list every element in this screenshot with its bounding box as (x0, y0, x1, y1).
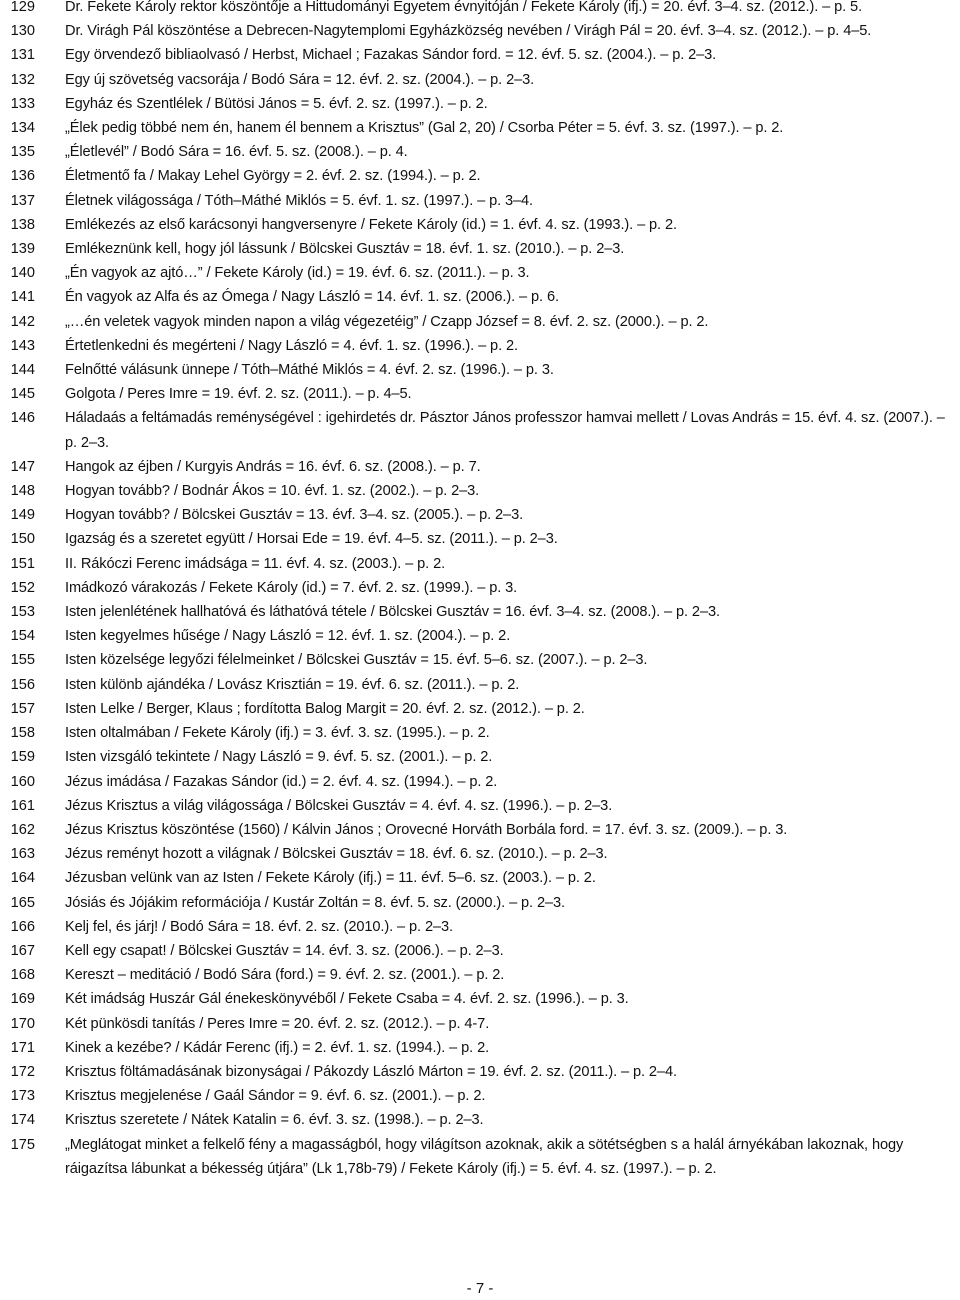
entry-text: Krisztus föltámadásának bizonyságai / Pákozdy László Márton = 19. évf. 2. sz. (2011.). – p. 2–4. (65, 1063, 677, 1080)
list-item (0, 1036, 960, 1060)
entry-number: 143 (10, 337, 35, 354)
entry-number: 153 (10, 604, 35, 621)
entry-number: 173 (10, 1088, 35, 1105)
entry-text: Jézus Krisztus köszöntése (1560) / Kálvin János ; Orovecné Horváth Borbála ford. = 17. évf. 3. sz. (2009.). – p. 3. (65, 821, 788, 838)
list-item (0, 794, 960, 818)
list-item (0, 745, 960, 769)
entry-text: Emlékeznünk kell, hogy jól lássunk / Bölcskei Gusztáv = 18. évf. 1. sz. (2010.). – p. 2–3. (65, 241, 625, 258)
entry-number: 130 (10, 23, 35, 40)
list-item (0, 987, 960, 1011)
entry-number: 138 (10, 216, 35, 233)
list-item (0, 770, 960, 794)
entry-text: Isten közelsége legyőzi félelmeinket / Bölcskei Gusztáv = 15. évf. 5–6. sz. (2007.). – p. 2–3. (65, 652, 648, 669)
entry-text: Háladaás a feltámadás reménységével : igehirdetés dr. Pásztor János professzor hamvai mellett / Lovas András = 15. évf. 4. sz. (2007.). – p. 2–3. (65, 410, 945, 451)
entry-text: Igazság és a szeretet együtt / Horsai Ede = 19. évf. 4–5. sz. (2011.). – p. 2–3. (65, 531, 558, 548)
entry-text: Felnőtté válásunk ünnepe / Tóth–Máthé Miklós = 4. évf. 2. sz. (1996.). – p. 3. (65, 362, 554, 379)
list-item (0, 963, 960, 987)
entry-number: 134 (10, 120, 35, 137)
entry-number: 168 (10, 967, 35, 984)
entry-text: Hangok az éjben / Kurgyis András = 16. évf. 6. sz. (2008.). – p. 7. (65, 458, 481, 475)
entry-number: 159 (10, 749, 35, 766)
entry-number: 161 (10, 797, 35, 814)
entry-number: 164 (10, 870, 35, 887)
entry-number: 133 (10, 95, 35, 112)
entry-text: „…én veletek vagyok minden napon a világ végezetéig” / Czapp József = 8. évf. 2. sz. (2000.). – p. 2. (65, 313, 709, 330)
entry-number: 158 (10, 725, 35, 742)
entry-text: „Életlevél” / Bodó Sára = 16. évf. 5. sz. (2008.). – p. 4. (65, 144, 408, 161)
entry-text: Jézus reményt hozott a világnak / Bölcskei Gusztáv = 18. évf. 6. sz. (2010.). – p. 2–3. (65, 846, 608, 863)
list-item (0, 697, 960, 721)
list-item (0, 673, 960, 697)
entry-text: Két pünkösdi tanítás / Peres Imre = 20. évf. 2. sz. (2012.). – p. 4-7. (65, 1015, 490, 1032)
entry-number: 163 (10, 846, 35, 863)
entry-text: „Én vagyok az ajtó…” / Fekete Károly (id.) = 19. évf. 6. sz. (2011.). – p. 3. (65, 265, 530, 282)
entry-number: 174 (10, 1112, 35, 1129)
entry-text: Jézusban velünk van az Isten / Fekete Károly (ifj.) = 11. évf. 5–6. sz. (2003.). – p. 2. (65, 870, 596, 887)
entry-number: 167 (10, 942, 35, 959)
entry-number: 139 (10, 241, 35, 258)
list-item (0, 310, 960, 334)
entry-text: Isten különb ajándéka / Lovász Krisztián = 19. évf. 6. sz. (2011.). – p. 2. (65, 676, 520, 693)
entry-text: Egyház és Szentlélek / Bütösi János = 5. évf. 2. sz. (1997.). – p. 2. (65, 95, 488, 112)
entry-text: Jézus imádása / Fazakas Sándor (id.) = 2. évf. 4. sz. (1994.). – p. 2. (65, 773, 498, 790)
entry-number: 132 (10, 71, 35, 88)
entry-text: Isten jelenlétének hallhatóvá és láthatóvá tétele / Bölcskei Gusztáv = 16. évf. 3–4. sz. (2008.). – p. 2–3. (65, 604, 720, 621)
entry-text: Kinek a kezébe? / Kádár Ferenc (ifj.) = 2. évf. 1. sz. (1994.). – p. 2. (65, 1039, 490, 1056)
entry-text: Dr. Fekete Károly rektor köszöntője a Hittudományi Egyetem évnyitóján / Fekete Károly (ifj.) = 20. évf. 3–4. sz. (2012.). – p. 5. (65, 0, 863, 15)
entry-number: 154 (10, 628, 35, 645)
entry-text: Egy örvendező bibliaolvasó / Herbst, Michael ; Fazakas Sándor ford. = 12. évf. 5. sz. (2004.). – p. 2–3. (65, 47, 717, 64)
entry-text: „Élek pedig többé nem én, hanem él bennem a Krisztus” (Gal 2, 20) / Csorba Péter = 5. évf. 3. sz. (1997.). – p. 2. (65, 120, 784, 137)
list-item (0, 527, 960, 551)
entry-text: Isten vizsgáló tekintete / Nagy László = 9. évf. 5. sz. (2001.). – p. 2. (65, 749, 493, 766)
entry-number: 129 (10, 0, 35, 15)
list-item (0, 648, 960, 672)
list-item (0, 866, 960, 890)
list-item (0, 842, 960, 866)
list-item (0, 1133, 960, 1181)
entry-number: 140 (10, 265, 35, 282)
list-item (0, 1084, 960, 1108)
entry-text: Golgota / Peres Imre = 19. évf. 2. sz. (2011.). – p. 4–5. (65, 386, 412, 403)
list-item (0, 552, 960, 576)
entry-number: 136 (10, 168, 35, 185)
list-item (0, 939, 960, 963)
list-item (0, 479, 960, 503)
entry-number: 150 (10, 531, 35, 548)
list-item (0, 891, 960, 915)
entry-number: 145 (10, 386, 35, 403)
list-item (0, 92, 960, 116)
entry-text: Emlékezés az első karácsonyi hangversenyre / Fekete Károly (id.) = 1. évf. 4. sz. (1993.). – p. 2. (65, 216, 677, 233)
list-item (0, 213, 960, 237)
entry-text: Egy új szövetség vacsorája / Bodó Sára = 12. évf. 2. sz. (2004.). – p. 2–3. (65, 71, 535, 88)
list-item (0, 237, 960, 261)
entry-text: Dr. Virágh Pál köszöntése a Debrecen-Nagytemplomi Egyházközség nevében / Virágh Pál = 20. évf. 3–4. sz. (2012.). – p. 4–5. (65, 23, 872, 40)
entry-number: 147 (10, 458, 35, 475)
entry-text: Jósiás és Jójákim reformációja / Kustár Zoltán = 8. évf. 5. sz. (2000.). – p. 2–3. (65, 894, 565, 911)
entry-number: 155 (10, 652, 35, 669)
list-item (0, 140, 960, 164)
list-item (0, 406, 960, 454)
list-item (0, 455, 960, 479)
entry-number: 137 (10, 192, 35, 209)
entry-number: 172 (10, 1063, 35, 1080)
entry-number: 149 (10, 507, 35, 524)
entry-number: 151 (10, 555, 35, 572)
entry-number: 142 (10, 313, 35, 330)
entry-text: Életnek világossága / Tóth–Máthé Miklós = 5. évf. 1. sz. (1997.). – p. 3–4. (65, 192, 534, 209)
entry-number: 169 (10, 991, 35, 1008)
entry-text: „Meglátogat minket a felkelő fény a magasságból, hogy világítson azoknak, akik a sötétségben s a halál árnyékában lakoznak, hogy ráigazítsa lábunkat a békesség útjára” (Lk 1,78b-79) / Fekete Károly (ifj.) = 5. évf. 4. sz. (1997.). – p. 2. (65, 1136, 904, 1177)
entry-number: 160 (10, 773, 35, 790)
entry-text: Kell egy csapat! / Bölcskei Gusztáv = 14. évf. 3. sz. (2006.). – p. 2–3. (65, 942, 504, 959)
page-number: - 7 - (466, 1280, 494, 1297)
list-item (0, 600, 960, 624)
entry-number: 146 (10, 410, 35, 427)
entry-number: 148 (10, 483, 35, 500)
entry-number: 166 (10, 918, 35, 935)
list-item (0, 915, 960, 939)
list-item (0, 576, 960, 600)
list-item (0, 503, 960, 527)
entry-text: Kelj fel, és járj! / Bodó Sára = 18. évf. 2. sz. (2010.). – p. 2–3. (65, 918, 453, 935)
entry-number: 171 (10, 1039, 35, 1056)
entry-text: Életmentő fa / Makay Lehel György = 2. évf. 2. sz. (1994.). – p. 2. (65, 168, 481, 185)
list-item (0, 382, 960, 406)
entry-text: Kereszt – meditáció / Bodó Sára (ford.) = 9. évf. 2. sz. (2001.). – p. 2. (65, 967, 505, 984)
entry-text: Krisztus megjelenése / Gaál Sándor = 9. évf. 6. sz. (2001.). – p. 2. (65, 1088, 486, 1105)
entry-text: Hogyan tovább? / Bodnár Ákos = 10. évf. 1. sz. (2002.). – p. 2–3. (65, 483, 480, 500)
list-item (0, 116, 960, 140)
entry-number: 165 (10, 894, 35, 911)
list-item (0, 261, 960, 285)
entry-text: Értetlenkedni és megérteni / Nagy László = 4. évf. 1. sz. (1996.). – p. 2. (65, 337, 518, 354)
entry-number: 141 (10, 289, 35, 306)
entry-text: Isten oltalmában / Fekete Károly (ifj.) = 3. évf. 3. sz. (1995.). – p. 2. (65, 725, 490, 742)
list-item (0, 1012, 960, 1036)
entry-number: 162 (10, 821, 35, 838)
entry-text: II. Rákóczi Ferenc imádsága = 11. évf. 4. sz. (2003.). – p. 2. (65, 555, 446, 572)
entry-text: Imádkozó várakozás / Fekete Károly (id.) = 7. évf. 2. sz. (1999.). – p. 3. (65, 579, 518, 596)
list-item (0, 19, 960, 43)
list-item (0, 1060, 960, 1084)
list-item (0, 189, 960, 213)
list-item (0, 43, 960, 67)
entry-number: 135 (10, 144, 35, 161)
list-item (0, 285, 960, 309)
entry-number: 156 (10, 676, 35, 693)
entry-text: Két imádság Huszár Gál énekeskönyvéből / Fekete Csaba = 4. évf. 2. sz. (1996.). – p. 3. (65, 991, 629, 1008)
list-item (0, 721, 960, 745)
list-item (0, 164, 960, 188)
entry-text: Én vagyok az Alfa és az Ómega / Nagy László = 14. évf. 1. sz. (2006.). – p. 6. (65, 289, 559, 306)
list-item (0, 0, 960, 19)
list-item (0, 1108, 960, 1132)
list-item (0, 624, 960, 648)
entry-text: Jézus Krisztus a világ világossága / Bölcskei Gusztáv = 4. évf. 4. sz. (1996.). – p. 2–3. (65, 797, 613, 814)
list-item (0, 818, 960, 842)
list-item (0, 358, 960, 382)
entry-text: Krisztus szeretete / Nátek Katalin = 6. évf. 3. sz. (1998.). – p. 2–3. (65, 1112, 484, 1129)
entry-text: Isten kegyelmes hűsége / Nagy László = 12. évf. 1. sz. (2004.). – p. 2. (65, 628, 511, 645)
entry-number: 152 (10, 579, 35, 596)
entry-number: 144 (10, 362, 35, 379)
entry-number: 170 (10, 1015, 35, 1032)
entry-number: 175 (10, 1136, 35, 1153)
entry-number: 157 (10, 700, 35, 717)
entry-text: Hogyan tovább? / Bölcskei Gusztáv = 13. évf. 3–4. sz. (2005.). – p. 2–3. (65, 507, 524, 524)
entry-number: 131 (10, 47, 35, 64)
list-item (0, 68, 960, 92)
entry-text: Isten Lelke / Berger, Klaus ; fordította Balog Margit = 20. évf. 2. sz. (2012.). – p. 2. (65, 700, 585, 717)
list-item (0, 334, 960, 358)
